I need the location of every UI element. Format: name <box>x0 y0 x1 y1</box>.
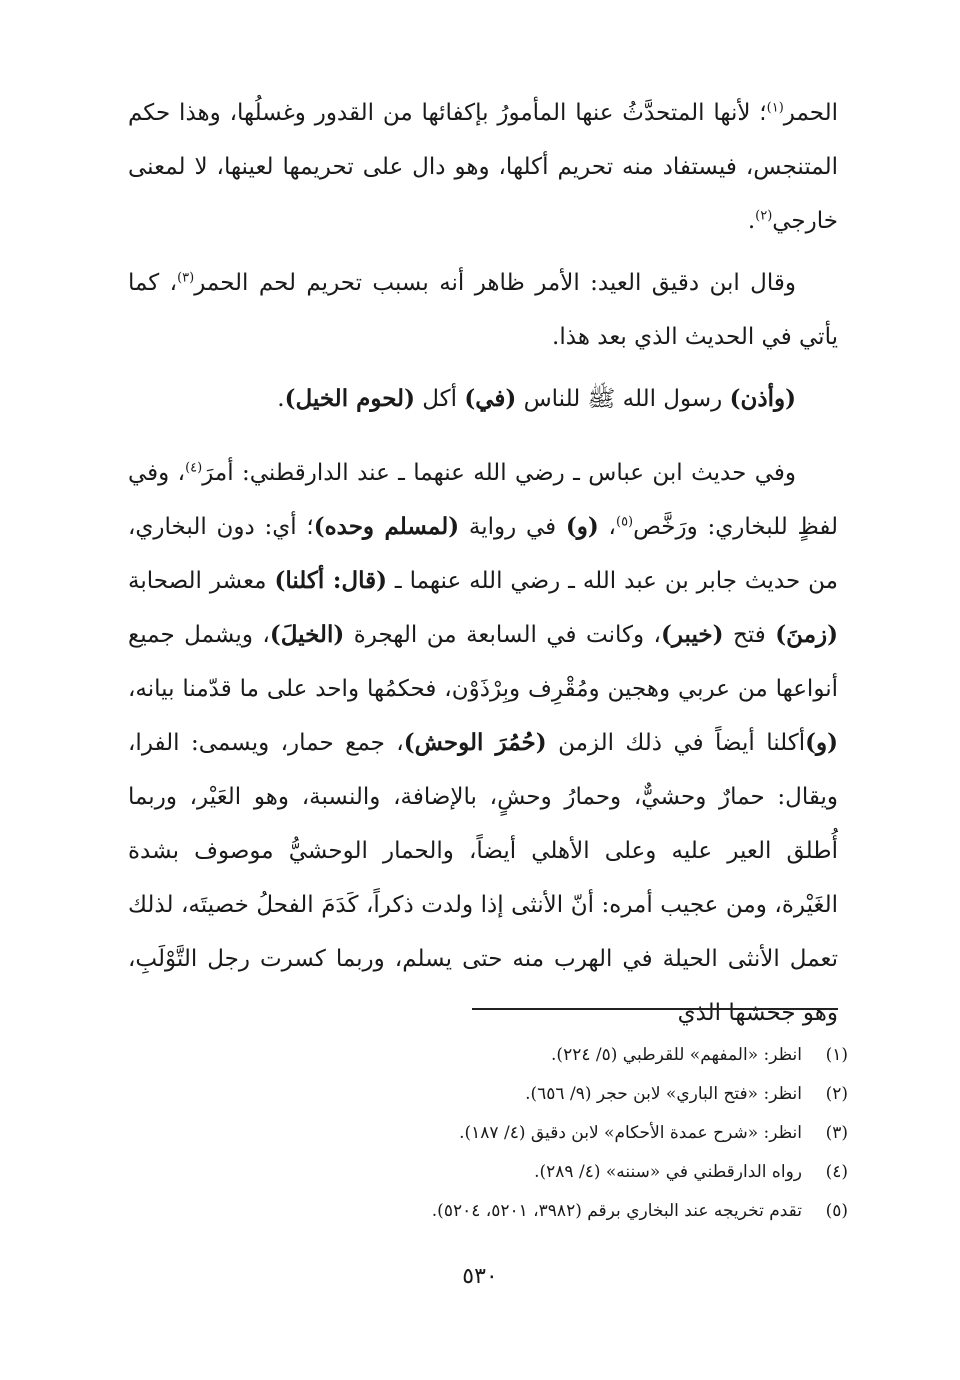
footnote-number: (٥) <box>825 1201 848 1221</box>
footnote-ref-3[interactable]: (٣) <box>177 270 195 286</box>
matn-bold-text: (لحوم الخيل) <box>284 385 415 412</box>
paragraph-text: معشر الصحابة <box>128 568 275 594</box>
paragraph-text: ؛ أي: دون البخاري، من حديث جابر بن عبد الله ـ رضي الله عنهما ـ <box>128 514 838 594</box>
footnote-item <box>128 1075 848 1114</box>
paragraph-1 <box>128 86 838 248</box>
paragraph-4 <box>128 446 838 1040</box>
paragraph-2 <box>128 256 838 364</box>
footnote-text: انظر: «فتح الباري» لابن حجر (٩/ ٦٥٦). <box>525 1084 802 1104</box>
footnote-item <box>128 1114 848 1153</box>
footnote-divider <box>472 1008 838 1010</box>
matn-bold-text: (حُمُرَ الوحش) <box>403 729 547 756</box>
matn-bold-text: (زمنَ) <box>775 621 838 648</box>
matn-bold-text: (و) <box>805 729 838 756</box>
paragraph-text: أكلنا أيضاً في ذلك الزمن <box>546 730 806 756</box>
matn-bold-text: (الخيلَ) <box>269 621 345 648</box>
footnote-text: انظر: «المفهم» للقرطبي (٥/ ٢٢٤). <box>551 1045 802 1065</box>
paragraph-text: ؛ لأنها المتحدَّثُ عنها المأمورُ بإكفائها من القدور وغسلُها، وهذا حكم المتنجس، فيستفاد منه تحريم أكلها، وهو دال على تحريمها لعينها، لا لمعنى خارجي <box>128 100 838 234</box>
paragraph-text: ، كما يأتي في الحديث الذي بعد هذا. <box>128 270 838 350</box>
paragraph-text: ، ويشمل جميع أنواعها من عربي وهجين ومُقْرِف وبِرْذَوْن، فحكمُها واحد على ما قدّمنا بيانه، <box>128 622 838 702</box>
footnotes-list <box>128 1036 848 1231</box>
paragraph-text: أكل <box>414 386 465 412</box>
footnote-item <box>128 1036 848 1075</box>
paragraph-text: في رواية <box>459 514 566 540</box>
paragraph-text: . <box>747 208 756 234</box>
paragraph-text: ، وفي لفظٍ للبخاري: ورَخَّص <box>128 460 839 540</box>
paragraph-text: فتح <box>723 622 776 648</box>
matn-bold-text: (قال: أكلنا) <box>274 567 387 594</box>
matn-bold-text: (وأذن) <box>729 385 796 412</box>
paragraph-text: وفي حديث ابن عباس ـ رضي الله عنهما ـ عند الدارقطني: أمرَ <box>202 460 796 486</box>
footnote-number: (١) <box>825 1045 848 1065</box>
footnote-item <box>128 1153 848 1192</box>
paragraph-3-hadith-text <box>128 372 838 426</box>
paragraph-text: رسول الله ﷺ للناس <box>516 386 730 412</box>
page-number: ٥٣٠ <box>462 1264 498 1289</box>
paragraph-text: ، جمع حمار، ويسمى: الفرا، ويقال: حمارٌ وحشيٌّ، وحمارُ وحشٍ، بالإضافة، والنسبة، وهو العَيْر، وربما أُطلق العير عليه وعلى الأهلي أيضاً، والحمار الوحشيُّ موصوف بشدة الغَيْرة، ومن عجيب أمره: أنّ الأنثى إذا ولدت ذكراً، كَدَمَ الفحلُ خصيتَه، لذلك تعمل الأنثى الحيلة في الهرب منه حتى يسلم، وربما كسرت رجل التَّوْلَبِ، وهو جحشها الذي <box>128 730 838 1026</box>
paragraph-text: الحمر <box>783 100 838 126</box>
footnote-ref-2[interactable]: (٢) <box>755 208 773 224</box>
footnote-number: (٤) <box>825 1162 848 1182</box>
paragraph-text: ، وكانت في السابعة من الهجرة <box>344 622 661 648</box>
footnote-text: رواه الدارقطني في «سننه» (٤/ ٢٨٩). <box>534 1162 802 1182</box>
matn-bold-text: (و) <box>565 513 599 540</box>
matn-bold-text: (في) <box>464 385 517 412</box>
paragraph-text: وقال ابن دقيق العيد: الأمر ظاهر أنه بسبب تحريم لحم الحمر <box>194 270 796 296</box>
footnote-ref-5[interactable]: (٥) <box>615 514 634 530</box>
footnote-item <box>128 1192 848 1231</box>
matn-bold-text: (لمسلم وحده) <box>313 513 460 540</box>
paragraph-text: ، <box>598 514 616 540</box>
footnote-number: (٢) <box>825 1084 848 1104</box>
footnote-text: انظر: «شرح عمدة الأحكام» لابن دقيق (٤/ ١٨٧). <box>459 1123 802 1143</box>
matn-bold-text: (خيبر) <box>660 621 724 648</box>
footnote-ref-1[interactable]: (١) <box>766 100 784 116</box>
footnote-text: تقدم تخريجه عند البخاري برقم (٣٩٨٢، ٥٢٠١، ٥٢٠٤). <box>431 1201 802 1221</box>
footnote-ref-4[interactable]: (٤) <box>185 460 203 476</box>
footnote-number: (٣) <box>825 1123 848 1143</box>
paragraph-text: . <box>277 386 285 412</box>
